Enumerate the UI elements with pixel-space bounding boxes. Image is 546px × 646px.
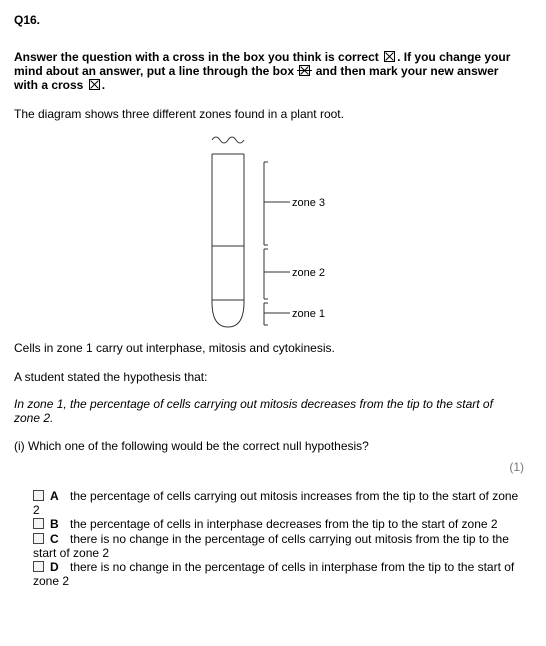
zone2-label: zone 2: [292, 267, 326, 279]
question-number: Q16.: [14, 13, 41, 27]
plant-root-diagram: [200, 132, 340, 332]
instructions-text-4: .: [101, 78, 106, 92]
instructions-text-2: . If you change your mind about an answer, put a line through the box: [14, 50, 511, 78]
crossed-box-icon: [89, 79, 100, 90]
instructions-text-3: and then mark your new answer with a cross: [14, 64, 499, 92]
zone3-label: zone 3: [292, 197, 326, 209]
option-a[interactable]: [33, 489, 528, 517]
root-top-wave: [212, 137, 244, 143]
intro-text: The diagram shows three different zones found in a plant root.: [14, 107, 344, 121]
marks-label: (1): [509, 460, 524, 474]
option-d-text: there is no change in the percentage of cells in interphase from the tip to the start of zone 2: [33, 560, 515, 588]
option-c[interactable]: [33, 532, 528, 560]
option-a-text: the percentage of cells carrying out mitosis increases from the tip to the start of zone 2: [33, 489, 519, 517]
option-b-text: the percentage of cells in interphase decreases from the tip to the start of zone 2: [70, 517, 498, 531]
option-c-text: there is no change in the percentage of cells carrying out mitosis from the tip to the start of zone 2: [33, 532, 509, 560]
instructions: [14, 50, 524, 92]
option-b-checkbox[interactable]: [33, 518, 44, 529]
option-c-letter: C: [50, 532, 59, 546]
option-a-checkbox[interactable]: [33, 490, 44, 501]
statement-student: A student stated the hypothesis that:: [14, 370, 208, 384]
statement-zone1: Cells in zone 1 carry out interphase, mitosis and cytokinesis.: [14, 341, 335, 355]
part-i-question: (i) Which one of the following would be the correct null hypothesis?: [14, 439, 369, 453]
struck-crossed-box-icon: [299, 65, 310, 76]
hypothesis-text: In zone 1, the percentage of cells carrying out mitosis decreases from the tip to the start of zone 2.: [14, 397, 493, 425]
crossed-box-icon: [384, 51, 395, 62]
instructions-text-1: Answer the question with a cross in the box you think is correct: [14, 50, 379, 64]
option-b[interactable]: [33, 517, 528, 531]
zone1-label: zone 1: [292, 308, 326, 320]
option-d-letter: D: [50, 560, 59, 574]
option-d[interactable]: [33, 560, 528, 588]
option-a-letter: A: [50, 489, 59, 503]
root-outline: [212, 154, 244, 327]
option-b-letter: B: [50, 517, 59, 531]
option-d-checkbox[interactable]: [33, 561, 44, 572]
option-c-checkbox[interactable]: [33, 533, 44, 544]
